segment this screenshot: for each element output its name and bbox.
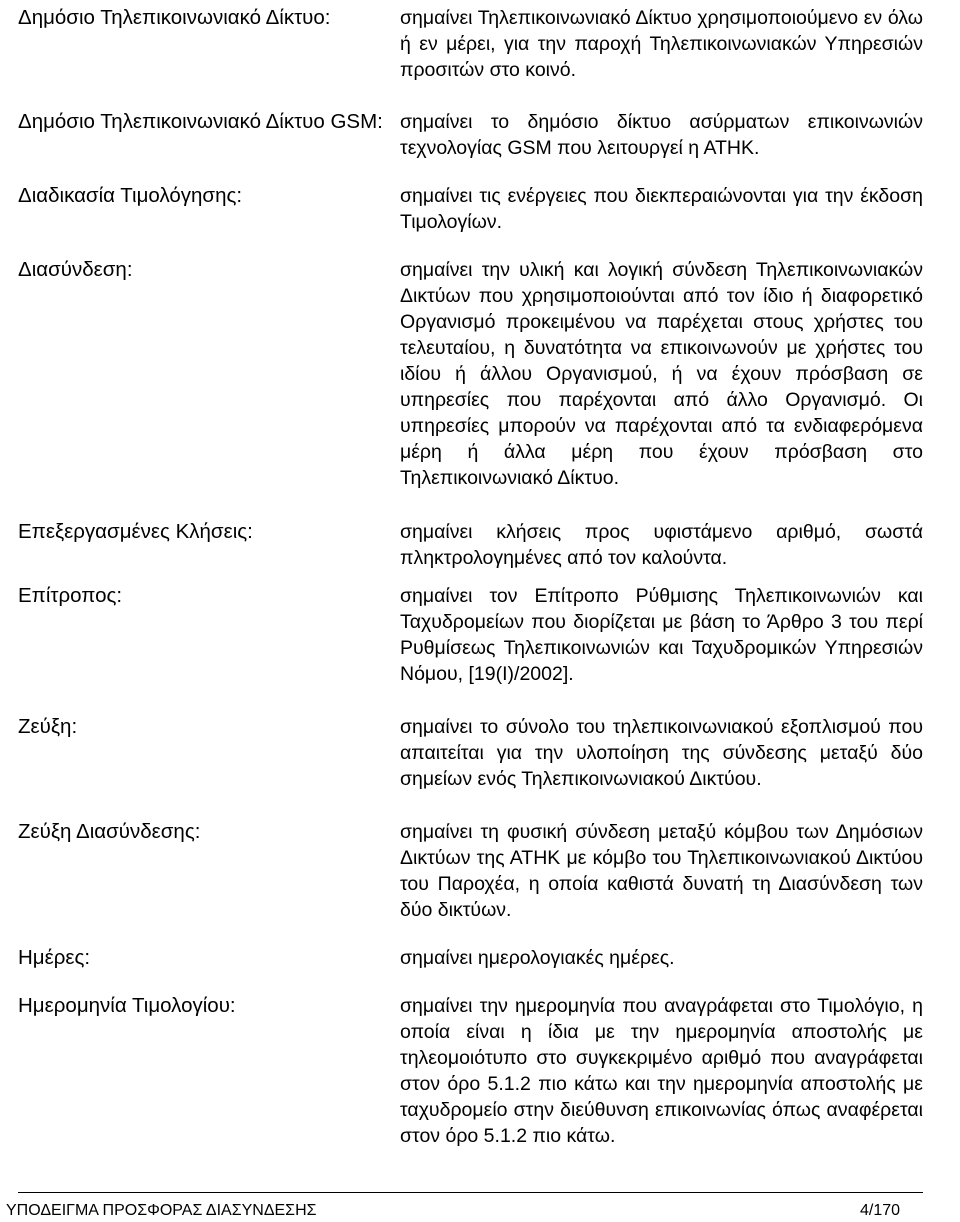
footer-document-title: ΥΠΟΔΕΙΓΜΑ ΠΡΟΣΦΟΡΑΣ ΔΙΑΣΥΝΔΕΣΗΣ <box>6 1202 317 1219</box>
definition-meaning: σημαίνει την υλική και λογική σύνδεση Τηλεπικοινωνιακών Δικτύων που χρησιμοποιούνται από τον ίδιο ή διαφορετικό Οργανισμό προκειμένου να παρέχεται στους χρήστες του τελευταίου, η δυνατότητα να επικοινωνούν με χρήστες του ιδίου ή άλλου Οργανισμού, ή να έχουν πρόσβαση σε υπηρεσίες που παρέχονται από άλλο Οργανισμό. Οι υπηρεσίες μπορούν να παρέχονται από τα ενδιαφερόμενα μέρη ή άλλα μέρη που έχουν πρόσβαση στο Τηλεπικοινωνιακό Δίκτυο. <box>400 259 923 489</box>
definition-term: Ζεύξη Διασύνδεσης: <box>18 820 201 843</box>
definition-meaning: σημαίνει το σύνολο του τηλεπικοινωνιακού εξοπλισμού που απαιτείται για την υλοποίηση της σύνδεσης μεταξύ δύο σημείων ενός Τηλεπικοινωνιακού Δικτύου. <box>400 716 923 790</box>
footer-page-number: 4/170 <box>860 1202 901 1219</box>
definition-meaning: σημαίνει κλήσεις προς υφιστάμενο αριθμό, σωστά πληκτρολογημένες από τον καλούντα. <box>400 521 923 569</box>
definition-meaning: σημαίνει Τηλεπικοινωνιακό Δίκτυο χρησιμοποιούμενο εν όλω ή εν μέρει, για την παροχή Τηλεπικοινωνιακών Υπηρεσιών προσιτών στο κοινό. <box>400 7 923 81</box>
definition-term: Διαδικασία Τιμολόγησης: <box>18 184 243 207</box>
definition-term: Δημόσιο Τηλεπικοινωνιακό Δίκτυο: <box>18 6 331 29</box>
definition-meaning: σημαίνει ημερολογιακές ημέρες. <box>400 947 675 969</box>
definition-term: Δημόσιο Τηλεπικοινωνιακό Δίκτυο GSM: <box>18 110 383 133</box>
definition-meaning: σημαίνει το δημόσιο δίκτυο ασύρματων επικοινωνιών τεχνολογίας GSM που λειτουργεί η ΑΤΗΚ. <box>400 111 923 159</box>
definition-meaning: σημαίνει τη φυσική σύνδεση μεταξύ κόμβου των Δημόσιων Δικτύων της ΑΤΗΚ με κόμβο του Τηλεπικοινωνιακού Δικτύου του Παροχέα, η οποία καθιστά δυνατή τη Διασύνδεση των δύο δικτύων. <box>400 821 923 921</box>
definition-term: Ημέρες: <box>18 946 91 969</box>
definition-term: Ημερομηνία Τιμολογίου: <box>18 994 236 1017</box>
definition-meaning: σημαίνει την ημερομηνία που αναγράφεται στο Τιμολόγιο, η οποία είναι η ίδια με την ημερομηνία αποστολής με τηλεομοιότυπο στο συγκεκριμένο αριθμό που αναγράφεται στον όρο 5.1.2 πιο κάτω και την ημερομηνία αποστολής με ταχυδρομείο στην διεύθυνση επικοινωνίας όπως αναφέρεται στον όρο 5.1.2 πιο κάτω. <box>400 995 923 1147</box>
definition-term: Επεξεργασμένες Κλήσεις: <box>18 520 253 543</box>
definition-meaning: σημαίνει τις ενέργειες που διεκπεραιώνονται για την έκδοση Τιμολογίων. <box>400 185 923 233</box>
definition-term: Διασύνδεση: <box>18 258 133 281</box>
definition-term: Ζεύξη: <box>18 715 78 738</box>
definition-term: Επίτροπος: <box>18 584 123 607</box>
footer-divider <box>18 1192 923 1193</box>
definition-meaning: σημαίνει τον Επίτροπο Ρύθμισης Τηλεπικοινωνιών και Ταχυδρομείων που διορίζεται με βάση το Άρθρο 3 του περί Ρυθμίσεως Τηλεπικοινωνιών και Ταχυδρομικών Υπηρεσιών Νόμου, [19(Ι)/2002]. <box>400 585 923 685</box>
